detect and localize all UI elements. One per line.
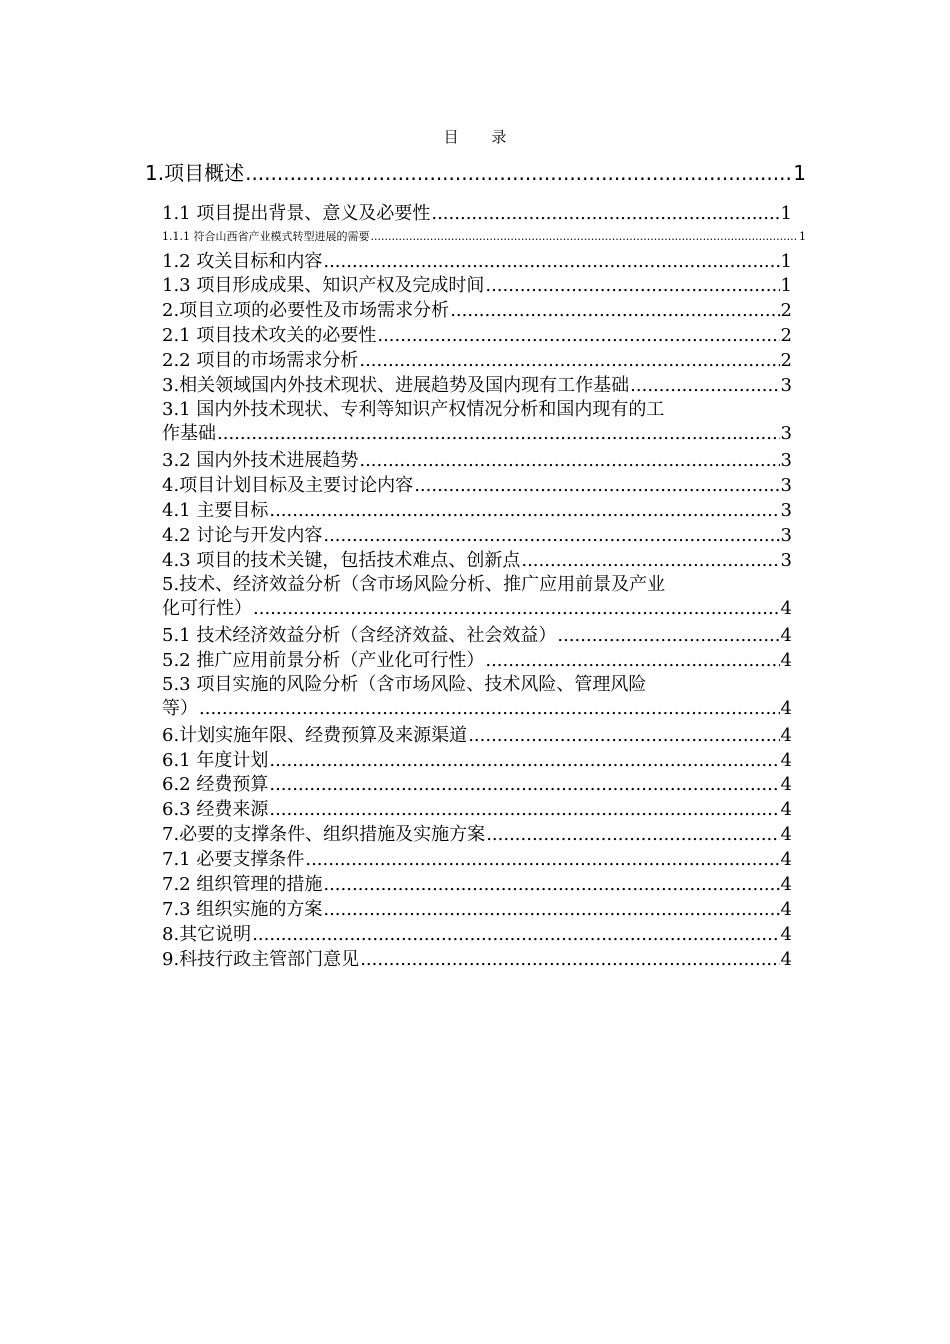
toc-entry-page: 3: [780, 525, 792, 546]
toc-leader-dots: [521, 549, 779, 573]
toc-leader-dots: [414, 474, 779, 498]
toc-leader-dots: [323, 524, 779, 548]
toc-entry-label: 1.3 项目形成成果、知识产权及完成时间: [162, 275, 485, 296]
toc-entry-page: 3: [780, 450, 792, 471]
toc-entry-label: 作基础: [162, 423, 216, 444]
toc-entry-2[interactable]: [162, 299, 792, 323]
toc-leader-dots: [269, 499, 779, 523]
toc-entry-page: 4: [780, 924, 792, 945]
toc-leader-dots: [269, 749, 779, 773]
toc-entry-label: 5.2 推广应用前景分析（产业化可行性）: [162, 650, 485, 671]
toc-entry-continuation: [162, 697, 792, 721]
toc-entry-6[interactable]: [162, 724, 792, 748]
toc-leader-dots: [431, 202, 779, 226]
toc-leader-dots: [485, 649, 779, 673]
toc-entry-page: 3: [780, 500, 792, 521]
toc-entry-page: 1: [793, 161, 806, 185]
toc-entry-label: 2.项目立项的必要性及市场需求分析: [162, 300, 450, 321]
toc-entry-label: 6.计划实施年限、经费预算及来源渠道: [162, 725, 468, 746]
toc-entry-page: 4: [780, 799, 792, 820]
toc-entry-page: 4: [780, 698, 792, 719]
toc-entry-page: 4: [780, 949, 792, 970]
toc-entry-label: 9.科技行政主管部门意见: [162, 949, 360, 970]
toc-entry-label: 化可行性）: [162, 598, 252, 619]
toc-leader-dots: [269, 798, 779, 822]
toc-leader-dots: [485, 274, 779, 298]
toc-entry-6-2[interactable]: [162, 773, 792, 797]
toc-entry-9[interactable]: [162, 948, 792, 972]
toc-entry-1[interactable]: [145, 160, 806, 186]
toc-leader-dots: [323, 873, 779, 897]
toc-leader-dots: [557, 624, 779, 648]
toc-entry-3-1[interactable]: [162, 398, 792, 446]
toc-entry-1-2[interactable]: [162, 250, 792, 274]
toc-leader-dots: [269, 773, 779, 797]
toc-entry-4-1[interactable]: [162, 499, 792, 523]
toc-entry-page: 4: [780, 824, 792, 845]
toc-entry-1-1[interactable]: [162, 202, 792, 226]
toc-leader-dots: [630, 374, 779, 398]
toc-entry-page: 4: [780, 598, 792, 619]
toc-entry-label: 7.必要的支撑条件、组织措施及实施方案: [162, 824, 486, 845]
toc-entry-label: 4.3 项目的技术关键，包括技术难点、创新点: [162, 550, 521, 571]
toc-leader-dots: [359, 449, 779, 473]
toc-leader-dots: [359, 349, 779, 373]
toc-entry-7-1[interactable]: [162, 848, 792, 872]
toc-entry-page: 4: [780, 650, 792, 671]
toc-entry-3-2[interactable]: [162, 449, 792, 473]
toc-leader-dots: [323, 898, 779, 922]
toc-entry-1-3[interactable]: [162, 274, 792, 298]
toc-leader-dots: [468, 724, 779, 748]
toc-entry-2-2[interactable]: [162, 349, 792, 373]
toc-leader-dots: [377, 324, 779, 348]
toc-entry-label: 8.其它说明: [162, 924, 252, 945]
toc-entry-7-2[interactable]: [162, 873, 792, 897]
toc-entry-page: 1: [780, 275, 792, 296]
toc-entry-5-2[interactable]: [162, 649, 792, 673]
toc-entry-label: 5.3 项目实施的风险分析（含市场风险、技术风险、管理风险: [162, 674, 647, 695]
toc-entry-4[interactable]: [162, 474, 792, 498]
toc-entry-page: 1: [780, 251, 792, 272]
toc-entry-label: 4.2 讨论与开发内容: [162, 525, 323, 546]
toc-entry-page: 1: [780, 203, 792, 224]
toc-entry-label: 7.1 必要支撑条件: [162, 849, 305, 870]
toc-entry-page: 3: [780, 375, 792, 396]
toc-entry-5-1[interactable]: [162, 624, 792, 648]
toc-leader-dots: [253, 597, 780, 621]
toc-entry-page: 1: [799, 230, 806, 243]
toc-entry-label: 2.1 项目技术攻关的必要性: [162, 325, 377, 346]
toc-leader-dots: [305, 848, 779, 872]
toc-leader-dots: [370, 230, 798, 244]
toc-entry-label: 3.1 国内外技术现状、专利等知识产权情况分析和国内现有的工: [162, 399, 665, 420]
toc-entry-page: 3: [780, 423, 792, 444]
toc-entry-label: 1.1 项目提出背景、意义及必要性: [162, 203, 431, 224]
toc-entry-label: 2.2 项目的市场需求分析: [162, 350, 359, 371]
toc-entry-6-1[interactable]: [162, 749, 792, 773]
toc-leader-dots: [199, 697, 780, 721]
toc-entry-label: 3.2 国内外技术进展趋势: [162, 450, 359, 471]
toc-entry-page: 2: [780, 350, 792, 371]
toc-entry-4-2[interactable]: [162, 524, 792, 548]
toc-leader-dots: [323, 250, 779, 274]
toc-entry-1-1-1[interactable]: [162, 230, 806, 244]
toc-entry-label: 6.1 年度计划: [162, 750, 269, 771]
toc-leader-dots: [486, 823, 779, 847]
toc-entry-5-3[interactable]: [162, 673, 792, 721]
toc-entry-4-3[interactable]: [162, 549, 792, 573]
toc-entry-label: 1.2 攻关目标和内容: [162, 251, 323, 272]
toc-entry-label: 等）: [162, 698, 198, 719]
toc-entry-label: 5.1 技术经济效益分析（含经济效益、社会效益）: [162, 625, 557, 646]
toc-entry-page: 3: [780, 475, 792, 496]
toc-entry-7-3[interactable]: [162, 898, 792, 922]
toc-entry-label: 7.2 组织管理的措施: [162, 874, 323, 895]
toc-entry-continuation: [162, 597, 792, 621]
toc-entry-label: 3.相关领域国内外技术现状、进展趋势及国内现有工作基础: [162, 375, 630, 396]
toc-entry-continuation: [162, 422, 792, 446]
toc-entry-page: 4: [780, 750, 792, 771]
toc-title: 目 录: [443, 128, 521, 146]
toc-entry-label: 5.技术、经济效益分析（含市场风险分析、推广应用前景及产业: [162, 574, 666, 595]
toc-leader-dots: [245, 160, 792, 186]
toc-entry-2-1[interactable]: [162, 324, 792, 348]
toc-entry-page: 2: [780, 325, 792, 346]
toc-entry-8[interactable]: [162, 923, 792, 947]
toc-entry-page: 3: [780, 550, 792, 571]
toc-leader-dots: [360, 948, 779, 972]
toc-entry-label: 7.3 组织实施的方案: [162, 899, 323, 920]
toc-entry-page: 2: [780, 300, 792, 321]
toc-entry-label: 1.项目概述: [145, 161, 245, 185]
toc-entry-page: 4: [780, 874, 792, 895]
toc-entry-page: 4: [780, 899, 792, 920]
toc-entry-5[interactable]: [162, 573, 792, 621]
toc-leader-dots: [450, 299, 779, 323]
toc-leader-dots: [252, 923, 779, 947]
toc-entry-label: 4.1 主要目标: [162, 500, 269, 521]
toc-entry-6-3[interactable]: [162, 798, 792, 822]
toc-entry-label: 6.2 经费预算: [162, 774, 269, 795]
toc-entry-label: 1.1.1 符合山西省产业模式转型进展的需要: [162, 230, 370, 243]
toc-entry-page: 4: [780, 849, 792, 870]
toc-entry-page: 4: [780, 725, 792, 746]
toc-entry-7[interactable]: [162, 823, 792, 847]
toc-entry-label: 4.项目计划目标及主要讨论内容: [162, 475, 414, 496]
toc-entry-page: 4: [780, 774, 792, 795]
toc-entry-page: 4: [780, 625, 792, 646]
toc-entry-label: 6.3 经费来源: [162, 799, 269, 820]
toc-entry-3[interactable]: [162, 374, 792, 398]
toc-leader-dots: [217, 422, 780, 446]
